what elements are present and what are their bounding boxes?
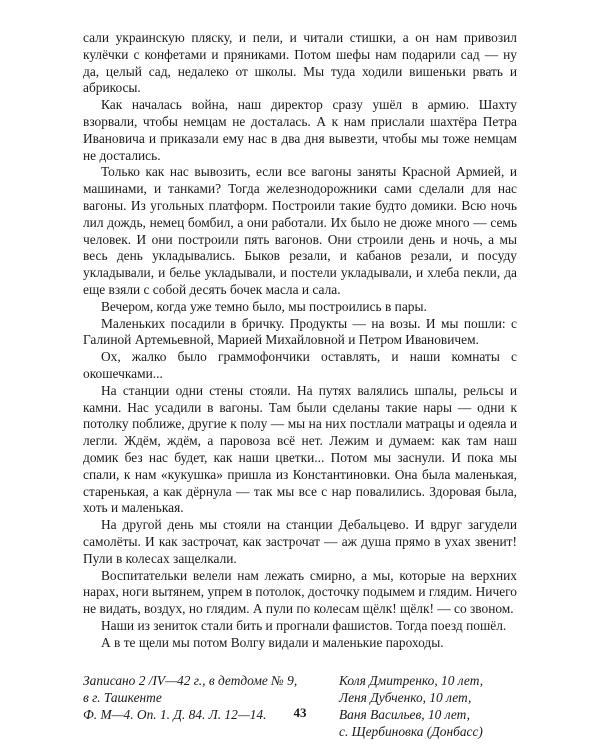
page-body [83,30,517,741]
paragraph: Наши из зениток стали бить и прогнали фашистов. Тогда поезд пошёл. [101,617,507,633]
narrator-line: Коля Дмитренко, 10 лет, [339,673,484,689]
paragraph: Маленьких посадили в бричку. Продукты — на возы. И мы пошли: с Галиной Артемьевной, Марией Михайловной и Петром Ивановичем. [83,315,517,348]
paragraph: Вечером, когда уже темно было, мы построились в пары. [101,298,427,314]
record-line: Ф. М—4. Оп. 1. Д. 84. Л. 12—14. [83,707,267,723]
paragraph: На другой день мы стояли на станции Дебальцево. И вдруг загудели самолёты. И как застрочат, как застрочат — аж душа прямо в ухах звенит! Пули в колесах защелкали. [83,517,517,566]
page-number: 43 [293,705,307,720]
paragraph: Воспитательки велели нам лежать смирно, а мы, которые на верхних нарах, ноги вытянем, упрем в потолок, досточку подымем и глядим. Ничего не видать, воздух, но глядим. А пули по колесам щёлк! щёлк! — со звоном. [83,567,517,617]
paragraph: Ох, жалко было граммофончики оставлять, и наши комнаты с окошечками... [83,349,517,381]
record-line: в г. Ташкенте [83,690,162,706]
record-line: Записано 2 /IV—42 г., в детдоме № 9, [83,673,298,689]
paragraph: сали украинскую пляску, и пели, и читали стишки, а он нам привозил кулёчки с конфетами и пряниками. Потом шефы нам подарили сад — ну да, целый сад, недалеко от школы. Мы туда ходили вишеньки рвать и абрикосы. [83,30,517,96]
paragraph: На станции одни стены стояли. На путях валялись шпалы, рельсы и камни. Нас усадили в вагоны. Там были сделаны такие нары — одни к потолку поближе, другие к полу — мы на них постлали матрацы и одеяла и легли. Ждём, ждём, а паровоза всё нет. Лежим и думаем: как там наш домик без нас будет, как наши цветки... Потом мы заснули. И пока мы спали, к нам «кукушка» пришла из Константиновки. Она была маленькая, старенькая, а как дёрнула — так мы все с нар повалились. Здоровая была, хоть и маленькая. [83,382,517,516]
paragraph: Как началась война, наш директор сразу ушёл в армию. Шахту взорвали, чтобы немцам не досталась. А к нам прислали шахтёра Петра Ивановича и приказали ему нас в два дня вывезти, чтобы мы тоже немцам не достались. [83,97,517,163]
narrator-line: Ваня Васильев, 10 лет, [339,707,471,723]
narrator-line: с. Щербиновка (Донбасс) [339,723,483,739]
narrator-line: Леня Дубченко, 10 лет, [339,690,472,706]
paragraph: Только как нас вывозить, если все вагоны заняты Красной Армией, и машинами, и танками? Тогда железнодорожники сами сделали для нас вагоны. Из угольных платформ. Построили такие будто домики. Всю ночь лил дождь, немец бомбил, а они работали. Их было не дюже много — семь человек. И они построили пять вагонов. Они строили день и ночь, а мы весь день укладывались. Быков резали, и кабанов резали, и посуду укладывали, и белье укладывали, и постели укладывали, и хлеба пекли, да еще взяли с собой десять бочек масла и сала. [83,164,517,297]
paragraph: А в те щели мы потом Волгу видали и маленькие пароходы. [101,634,444,650]
